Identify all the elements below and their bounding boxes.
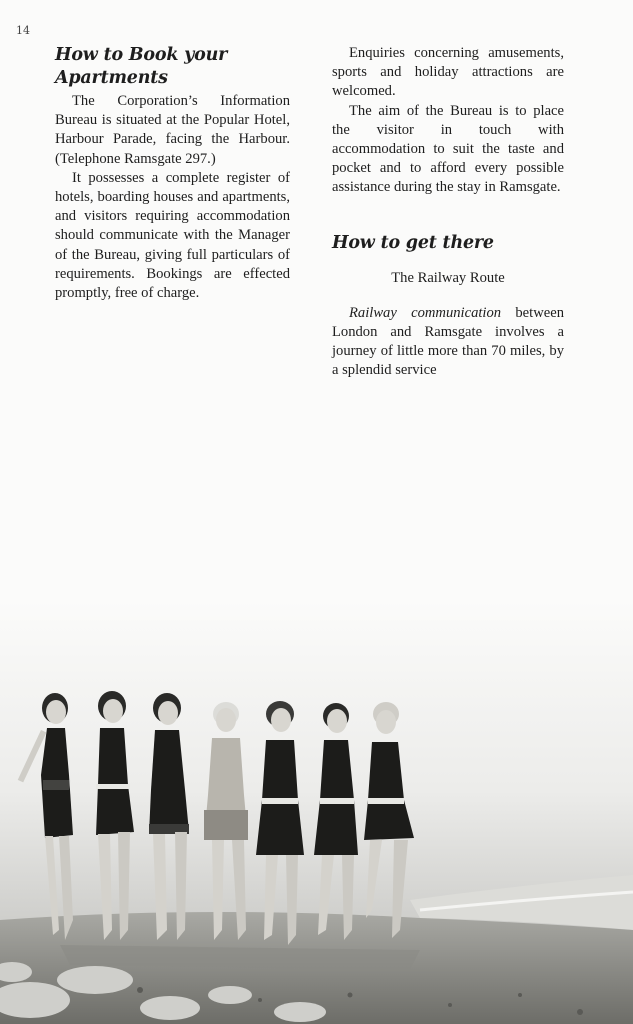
bureau-aim-paragraph: The aim of the Bureau is to place the visitor in touch with accommodation to suit the taste and pocket and to afford every possible assistance during the stay in Ramsgate.	[332, 102, 564, 196]
booking-heading: How to Book your Apartments	[55, 45, 228, 88]
bureau-register-paragraph: It possesses a complete register of hotels, boarding houses and apartments, and visitors requiring accommodation should communicate with the Manager of the Bureau, giving full particulars of requirements. Bookings are effected promptly, free of charge.	[55, 169, 290, 302]
travel-heading: How to get there	[332, 232, 494, 253]
left-column	[55, 44, 290, 303]
railway-paragraph	[332, 304, 564, 381]
enquiries-paragraph: Enquiries concerning amusements, sports and holiday attractions are welcomed.	[332, 45, 564, 100]
railway-body-text: between London and Ramsgate involves a journey of little more than 70 miles, by a splendid service	[332, 304, 564, 379]
railway-lead-text: Railway communication	[349, 304, 502, 321]
beach-photo	[0, 600, 633, 1024]
page-number: 14	[16, 24, 30, 37]
railway-route-subheading: The Railway Route	[391, 269, 505, 286]
right-column	[332, 44, 564, 381]
bureau-location-paragraph: The Corporation’s Information Bureau is situated at the Popular Hotel, Harbour Parade, facing the Harbour. (Telephone Ramsgate 297.)	[55, 93, 290, 167]
